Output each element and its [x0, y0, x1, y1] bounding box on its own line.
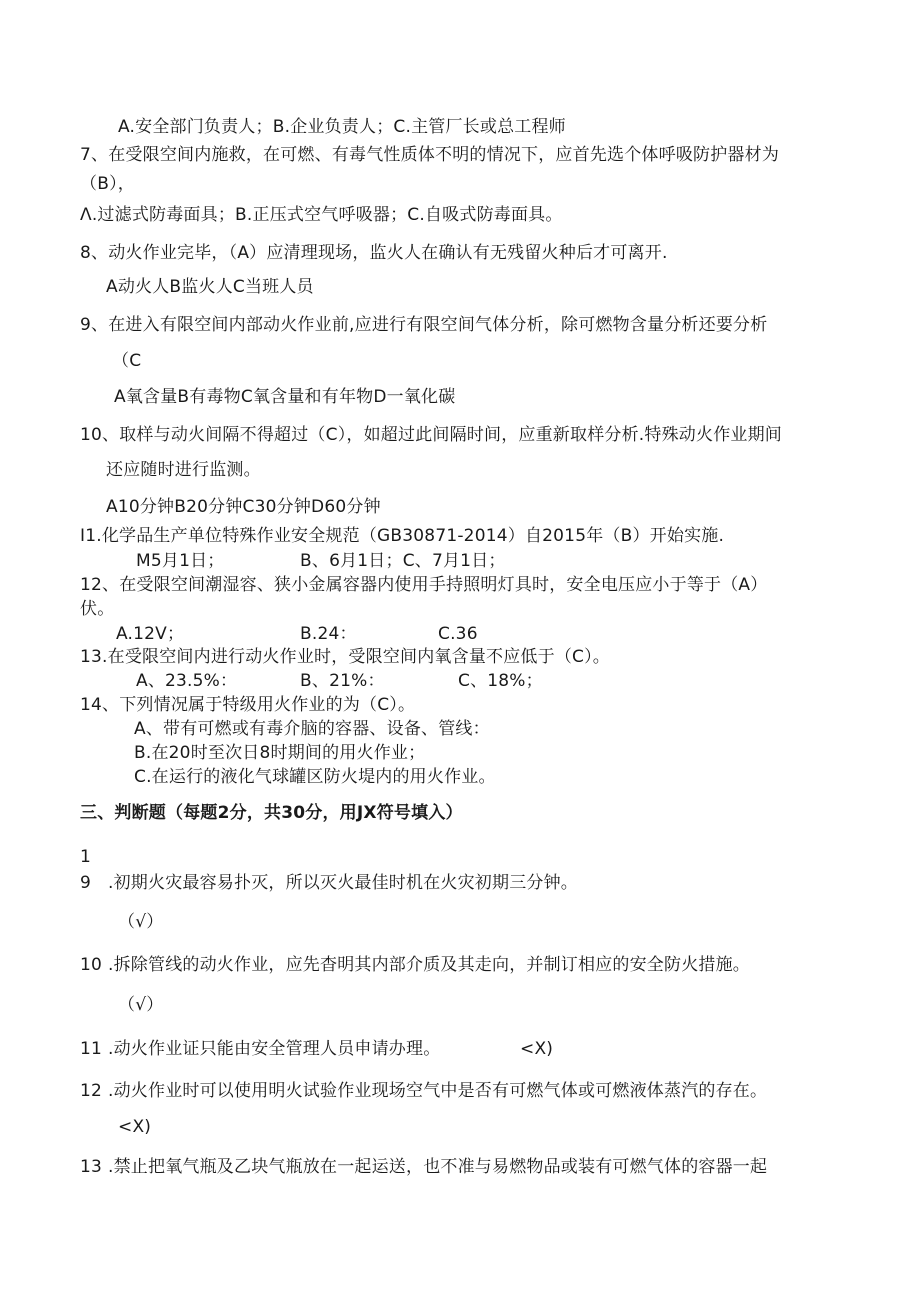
q14-option-c: C.在运行的液化气球罐区防火堤内的用火作业。 [134, 767, 496, 787]
section-heading: 三、判断题（每题2分，共30分，用JX符号填入） [80, 803, 463, 823]
tf-number-stray: 1 [80, 847, 92, 867]
q10-question-cont: 还应随时进行监测。 [106, 460, 261, 480]
q9-answer: （C [112, 351, 142, 371]
q7-question: 7、在受限空间内施救，在可燃、有毒气性质体不明的情况下，应首先选个体呼吸防护器材为 [80, 145, 780, 165]
q13-option-a: A、23.5%： [136, 671, 238, 691]
q7-options: Λ.过滤式防毒面具；B.正压式空气呼吸器；C.自吸式防毒面具。 [80, 205, 563, 225]
q9-options: A氧含量B有毒物C氧含量和有年物D一氧化碳 [114, 387, 456, 407]
q12-option-b: B.24： [300, 624, 357, 644]
q12-question: 12、在受限空间潮湿容、狭小金属容器内使用手持照明灯具时，安全电压应小于等于（A） [80, 575, 768, 595]
tf-13-number: 13 [80, 1157, 103, 1177]
q8-question: 8、动火作业完毕，（A）应清理现场，监火人在确认有无残留火种后才可离开. [80, 243, 668, 263]
tf-11-statement: .动火作业证只能由安全管理人员申请办理。 [108, 1039, 441, 1059]
tf-11-answer: <X) [520, 1039, 554, 1059]
q14-option-b: B.在20时至次日8时期间的用火作业； [134, 743, 426, 763]
tf-10-number: 10 [80, 955, 103, 975]
q10-options: A10分钟B20分钟C30分钟D60分钟 [106, 497, 381, 517]
q13-option-c: C、18%； [458, 671, 543, 691]
tf-12-number: 12 [80, 1081, 103, 1101]
tf-11-number: 11 [80, 1039, 103, 1059]
q13-question: 13.在受限空间内进行动火作业时，受限空间内氧含量不应低于（C）。 [80, 647, 611, 667]
q12-question-cont: 伏。 [80, 599, 115, 619]
tf-10-statement: .拆除管线的动火作业，应先杳明其内部介质及其走向，并制订相应的安全防火措施。 [108, 955, 751, 975]
q7-answer: （B）， [80, 174, 135, 194]
tf-10-answer: （√） [118, 995, 164, 1015]
q13-option-b: B、21%： [300, 671, 385, 691]
tf-12-answer: <X) [118, 1117, 152, 1137]
q10-question: 10、取样与动火间隔不得超过（C），如超过此间隔时间，应重新取样分析.特殊动火作业期间 [80, 425, 783, 445]
tf-12-statement: .动火作业时可以使用明火试验作业现场空气中是否有可燃气体或可燃液体蒸汽的存在。 [108, 1081, 768, 1101]
q11-option-a: M5月1日； [136, 551, 225, 571]
q9-question: 9、在进入有限空间内部动火作业前,应进行有限空间气体分析，除可燃物含量分析还要分析 [80, 315, 768, 335]
q14-option-a: A、带有可燃或有毒介脑的容器、设备、管线： [134, 719, 490, 739]
q6-options: A.安全部门负责人；B.企业负责人；C.主管厂长或总工程师 [118, 117, 566, 137]
tf-9-number: 9 [80, 873, 92, 893]
tf-9-statement: .初期火灾最容易扑灭，所以灭火最佳时机在火灾初期三分钟。 [108, 873, 579, 893]
tf-9-answer: （√） [118, 912, 164, 932]
q12-option-c: C.36 [438, 624, 478, 644]
tf-13-statement: .禁止把氧气瓶及乙块气瓶放在一起运送，也不准与易燃物品或装有可燃气体的容器一起 [108, 1157, 768, 1177]
q8-options: A动火人B监火人C当班人员 [106, 277, 314, 297]
q12-option-a: A.12V； [116, 624, 185, 644]
q11-option-bc: B、6月1日；C、7月1日； [300, 551, 506, 571]
q14-question: 14、下列情况属于特级用火作业的为（C）。 [80, 695, 416, 715]
q11-question: I1.化学品生产单位特殊作业安全规范（GB30871-2014）自2015年（B）开始实施. [80, 526, 725, 546]
